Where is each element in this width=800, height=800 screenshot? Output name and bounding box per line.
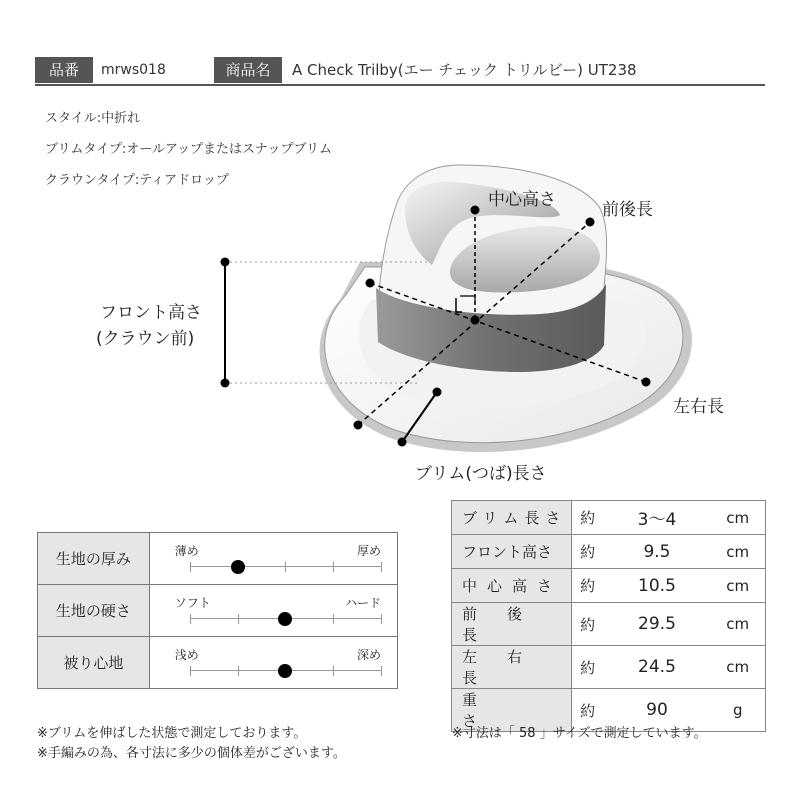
- size-approx: 約: [571, 501, 603, 535]
- size-label: 左右長: [452, 646, 572, 689]
- label-brim-length: ブリム(つば)長さ: [415, 464, 547, 484]
- texture-row: [38, 585, 398, 637]
- scale-track: [190, 618, 381, 619]
- texture-table: [37, 532, 398, 689]
- size-unit: cm: [710, 569, 765, 603]
- size-approx: 約: [571, 603, 603, 646]
- scale-tick: [285, 562, 286, 572]
- size-unit: g: [710, 689, 765, 732]
- size-row: [452, 501, 766, 535]
- size-value: 3〜4: [603, 501, 710, 535]
- size-value: 10.5: [603, 569, 710, 603]
- product-code-value: mrws018: [101, 62, 166, 78]
- label-left-right: 左右長: [673, 397, 724, 417]
- product-name-label: 商品名: [214, 57, 282, 83]
- texture-scale: [149, 637, 397, 689]
- spec-crown-type: クラウンタイプ:ティアドロップ: [45, 173, 229, 188]
- product-code-label: 品番: [35, 57, 93, 83]
- texture-label: 生地の硬さ: [38, 585, 150, 637]
- size-approx: 約: [571, 535, 603, 569]
- scale-track: [190, 670, 381, 671]
- size-row: [452, 603, 766, 646]
- scale-right-label: ハード: [344, 596, 381, 610]
- scale-right-label: 厚め: [356, 544, 381, 558]
- note-size-basis: ※寸法は「 58 」サイズで測定しています。: [452, 726, 707, 741]
- spec-brim-type: ブリムタイプ:オールアップまたはスナップブリム: [45, 142, 333, 157]
- scale-tick: [333, 666, 334, 676]
- size-label: ブリム長さ: [452, 501, 572, 535]
- size-unit: cm: [710, 535, 765, 569]
- spec-style: スタイル:中折れ: [45, 111, 141, 126]
- scale-track: [190, 566, 381, 567]
- size-approx: 約: [571, 689, 603, 732]
- size-label: 前後長: [452, 603, 572, 646]
- size-label: 重さ: [452, 689, 572, 732]
- label-front-height-2: (クラウン前): [96, 329, 195, 349]
- label-front-height-1: フロント高さ: [100, 303, 202, 323]
- size-row: [452, 646, 766, 689]
- size-value: 29.5: [603, 603, 710, 646]
- size-row: [452, 569, 766, 603]
- size-value: 90: [603, 689, 710, 732]
- label-front-back: 前後長: [602, 200, 653, 220]
- product-name-value: A Check Trilby(エー チェック トリルビー) UT238: [292, 61, 637, 79]
- size-label: 中心高さ: [452, 569, 572, 603]
- texture-label: 生地の厚み: [38, 533, 150, 585]
- size-unit: cm: [710, 501, 765, 535]
- texture-scale: [149, 585, 397, 637]
- size-approx: 約: [571, 569, 603, 603]
- scale-level-dot: [231, 560, 245, 574]
- texture-scale: [149, 533, 397, 585]
- size-value: 9.5: [603, 535, 710, 569]
- texture-label: 被り心地: [38, 637, 150, 689]
- size-value: 24.5: [603, 646, 710, 689]
- scale-tick: [190, 666, 191, 676]
- note-handmade: ※手編みの為、各寸法に多少の個体差がございます。: [37, 746, 346, 761]
- size-approx: 約: [571, 646, 603, 689]
- scale-tick: [381, 614, 382, 624]
- scale-tick: [238, 666, 239, 676]
- scale-tick: [238, 614, 239, 624]
- scale-right-label: 深め: [356, 648, 381, 662]
- label-center-height: 中心高さ: [488, 190, 556, 210]
- scale-level-dot: [278, 664, 292, 678]
- scale-level-dot: [278, 612, 292, 626]
- size-row: [452, 535, 766, 569]
- size-label: フロント高さ: [452, 535, 572, 569]
- scale-tick: [190, 614, 191, 624]
- scale-tick: [190, 562, 191, 572]
- size-unit: cm: [710, 603, 765, 646]
- size-table: [451, 500, 766, 732]
- scale-left-label: 薄め: [174, 544, 199, 558]
- note-brim-measure: ※ブリムを伸ばした状態で測定しております。: [37, 726, 307, 741]
- size-unit: cm: [710, 646, 765, 689]
- scale-left-label: ソフト: [174, 596, 211, 610]
- texture-row: [38, 637, 398, 689]
- scale-tick: [333, 614, 334, 624]
- scale-tick: [381, 666, 382, 676]
- scale-tick: [381, 562, 382, 572]
- scale-left-label: 浅め: [174, 648, 199, 662]
- scale-tick: [333, 562, 334, 572]
- texture-row: [38, 533, 398, 585]
